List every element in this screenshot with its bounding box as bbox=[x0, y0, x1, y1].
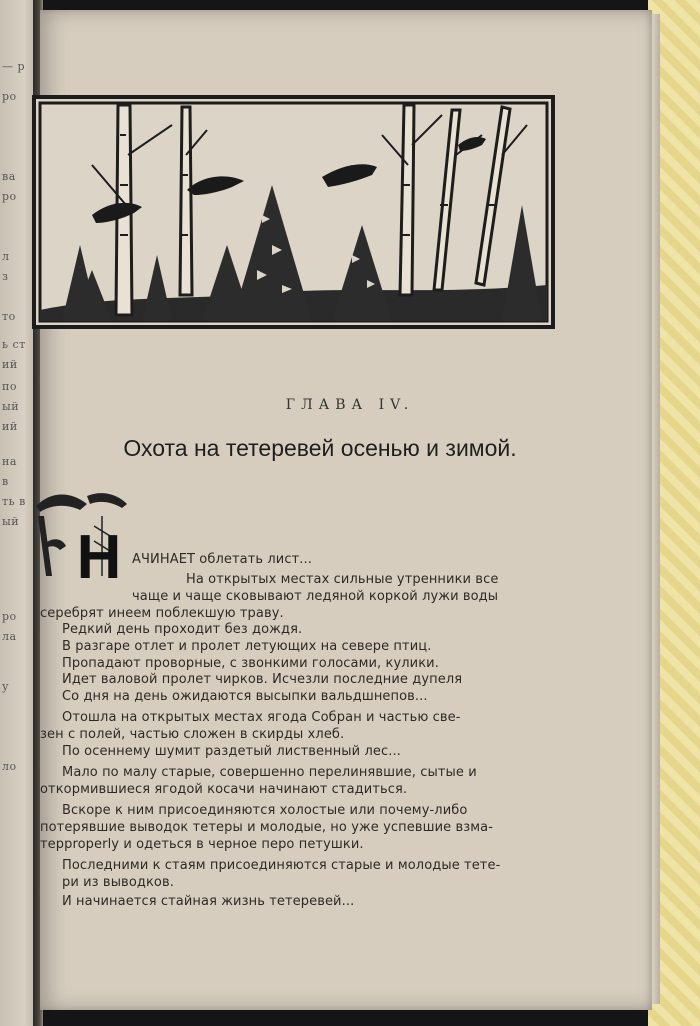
facing-page-text: ий bbox=[2, 358, 18, 371]
text-line: Пропадают проворные, с звонкими голосами, кулики. bbox=[62, 656, 439, 671]
text-line: серебрят инеем поблекшую траву. bbox=[40, 606, 284, 621]
text-line: откормившиеся ягодой косачи начинают стадиться. bbox=[40, 782, 408, 797]
text-line: По осеннему шумит раздетый лиственный лес... bbox=[62, 744, 401, 759]
facing-page-text: ва bbox=[2, 170, 16, 183]
facing-page-text: л bbox=[2, 250, 10, 263]
facing-page-text: по bbox=[2, 380, 17, 393]
text-line: Мало по малу старые, совершенно перелинявшие, сытые и bbox=[62, 765, 477, 780]
forest-grouse-illustration bbox=[32, 95, 555, 329]
facing-page-text: ый bbox=[2, 400, 20, 413]
text-line: терproperly и одеться в черное перо петушки. bbox=[40, 837, 364, 852]
text-line: АЧИНАЕТ облетать лист... bbox=[132, 552, 312, 567]
text-line: Со дня на день ожидаются высыпки вальдшнепов... bbox=[62, 689, 428, 704]
text-line: И начинается стайная жизнь тетеревей... bbox=[62, 894, 355, 909]
text-line: потерявшие выводок тетеры и молодые, но уже успевшие взма- bbox=[40, 820, 494, 835]
facing-page-text: то bbox=[2, 310, 16, 323]
text-line: Вскоре к ним присоединяются холостые или почему-либо bbox=[62, 803, 468, 818]
text-line: ри из выводков. bbox=[62, 875, 174, 890]
chapter-label: ГЛАВА IV. bbox=[285, 397, 415, 413]
facing-page-text: в bbox=[2, 475, 9, 488]
text-line: Идет валовой пролет чирков. Исчезли последние дупеля bbox=[62, 672, 463, 687]
chapter-title: Охота на тетеревей осенью и зимой. bbox=[123, 435, 517, 461]
facing-page-text: з bbox=[2, 270, 9, 283]
text-line: На открытых местах сильные утренники все bbox=[186, 572, 499, 587]
facing-page-text: ть в bbox=[2, 495, 26, 508]
facing-page-text: у bbox=[2, 680, 9, 693]
facing-page-text: на bbox=[2, 455, 17, 468]
text-line: В разгаре отлет и пролет летующих на севере птиц. bbox=[62, 639, 432, 654]
facing-page-text: ро bbox=[2, 190, 17, 203]
text-line: Отошла на открытых местах ягода Собран и частью све- bbox=[62, 710, 461, 725]
facing-page-text: ий bbox=[2, 420, 18, 433]
facing-page-text: ла bbox=[2, 630, 17, 643]
facing-page-text: ро bbox=[2, 610, 17, 623]
text-line: чаще и чаще сковывают ледяной коркой лужи воды bbox=[132, 589, 499, 604]
facing-page-text: ый bbox=[2, 515, 20, 528]
facing-page-text: ло bbox=[2, 760, 17, 773]
text-line: Последними к стаям присоединяются старые и молодые тете- bbox=[62, 858, 501, 873]
text-line: Редкий день проходит без дождя. bbox=[62, 622, 303, 637]
facing-page-text: — р bbox=[2, 60, 26, 73]
drop-cap-letter: Н bbox=[76, 523, 122, 592]
text-line: зен с полей, частью сложен в скирды хлеб. bbox=[40, 727, 345, 742]
facing-page-text: ро bbox=[2, 90, 17, 103]
facing-page-text: ь ст bbox=[2, 338, 26, 351]
